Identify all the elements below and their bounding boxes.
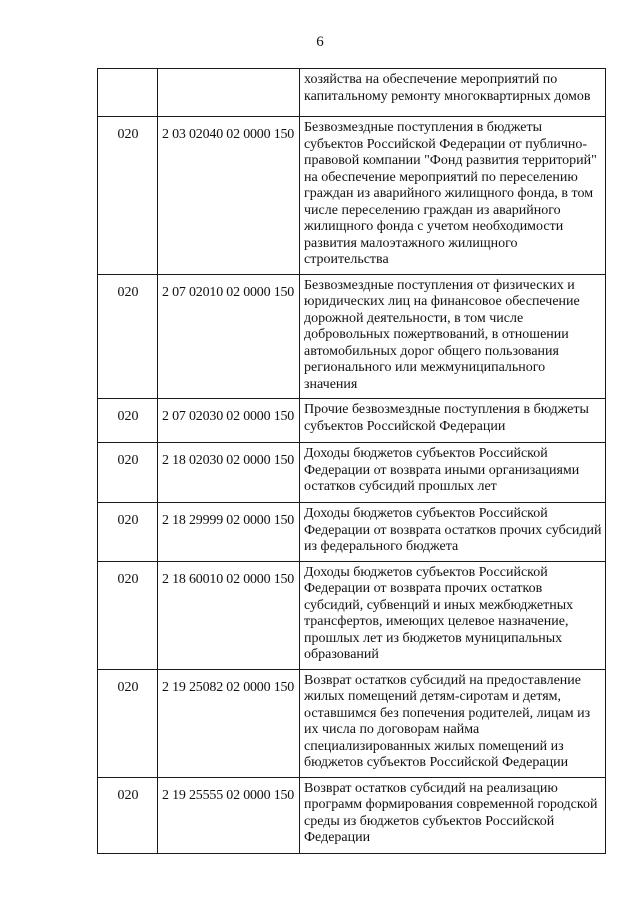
page-number: 6 (316, 34, 324, 50)
table-row (98, 561, 606, 669)
budget-classification-code-cell: 2 19 25082 02 0000 150 (158, 669, 300, 777)
table-row (98, 669, 606, 777)
budget-classification-code-cell: 2 07 02010 02 0000 150 (158, 274, 300, 399)
admin-code-cell: 020 (98, 399, 158, 443)
table-row (98, 274, 606, 399)
table-row (98, 443, 606, 503)
budget-classification-code-cell: 2 18 02030 02 0000 150 (158, 443, 300, 503)
revenue-description-cell: Доходы бюджетов субъектов Российской Федерации от возврата остатков прочих субсидий из федерального бюджета (300, 503, 606, 562)
revenue-description-cell: Возврат остатков субсидий на реализацию программ формирования современной городской среды из бюджетов субъектов Российской Федерации (300, 777, 606, 853)
admin-code-cell: 020 (98, 274, 158, 399)
admin-code-cell (98, 69, 158, 117)
admin-code-cell: 020 (98, 777, 158, 853)
budget-classification-code-cell: 2 03 02040 02 0000 150 (158, 117, 300, 275)
admin-code-cell: 020 (98, 443, 158, 503)
table-row (98, 399, 606, 443)
table-row (98, 117, 606, 275)
revenue-description-cell: Возврат остатков субсидий на предоставление жилых помещений детям-сиротам и детям, оставшимся без попечения родителей, лицам из их числа по договорам найма специализированных жилых помещений из бюджетов субъектов Российской Федерации (300, 669, 606, 777)
budget-classification-code-cell: 2 07 02030 02 0000 150 (158, 399, 300, 443)
revenue-description-cell: Прочие безвозмездные поступления в бюджеты субъектов Российской Федерации (300, 399, 606, 443)
admin-code-cell: 020 (98, 561, 158, 669)
revenue-description-cell: хозяйства на обеспечение мероприятий по капитальному ремонту многоквартирных домов (300, 69, 606, 117)
revenue-description-cell: Безвозмездные поступления от физических и юридических лиц на финансовое обеспечение дорожной деятельности, в том числе добровольных пожертвований, в отношении автомобильных дорог общего пользования регионального или межмуниципального значения (300, 274, 606, 399)
admin-code-cell: 020 (98, 669, 158, 777)
admin-code-cell: 020 (98, 503, 158, 562)
budget-classification-code-cell: 2 19 25555 02 0000 150 (158, 777, 300, 853)
budget-classification-code-cell: 2 18 29999 02 0000 150 (158, 503, 300, 562)
budget-revenue-table (97, 68, 606, 854)
revenue-description-cell: Доходы бюджетов субъектов Российской Федерации от возврата прочих остатков субсидий, субвенций и иных межбюджетных трансфертов, имеющих целевое назначение, прошлых лет из бюджетов муниципальных образований (300, 561, 606, 669)
budget-classification-code-cell (158, 69, 300, 117)
revenue-description-cell: Доходы бюджетов субъектов Российской Федерации от возврата иными организациями остатков субсидий прошлых лет (300, 443, 606, 503)
revenue-description-cell: Безвозмездные поступления в бюджеты субъектов Российской Федерации от публично-правовой компании "Фонд развития территорий" на обеспечение мероприятий по переселению граждан из аварийного жилищного фонда, в том числе переселению граждан из аварийного жилищного фонда с учетом необходимости развития малоэтажного жилищного строительства (300, 117, 606, 275)
table-row (98, 69, 606, 117)
table-row (98, 777, 606, 853)
budget-classification-code-cell: 2 18 60010 02 0000 150 (158, 561, 300, 669)
table-row (98, 503, 606, 562)
admin-code-cell: 020 (98, 117, 158, 275)
